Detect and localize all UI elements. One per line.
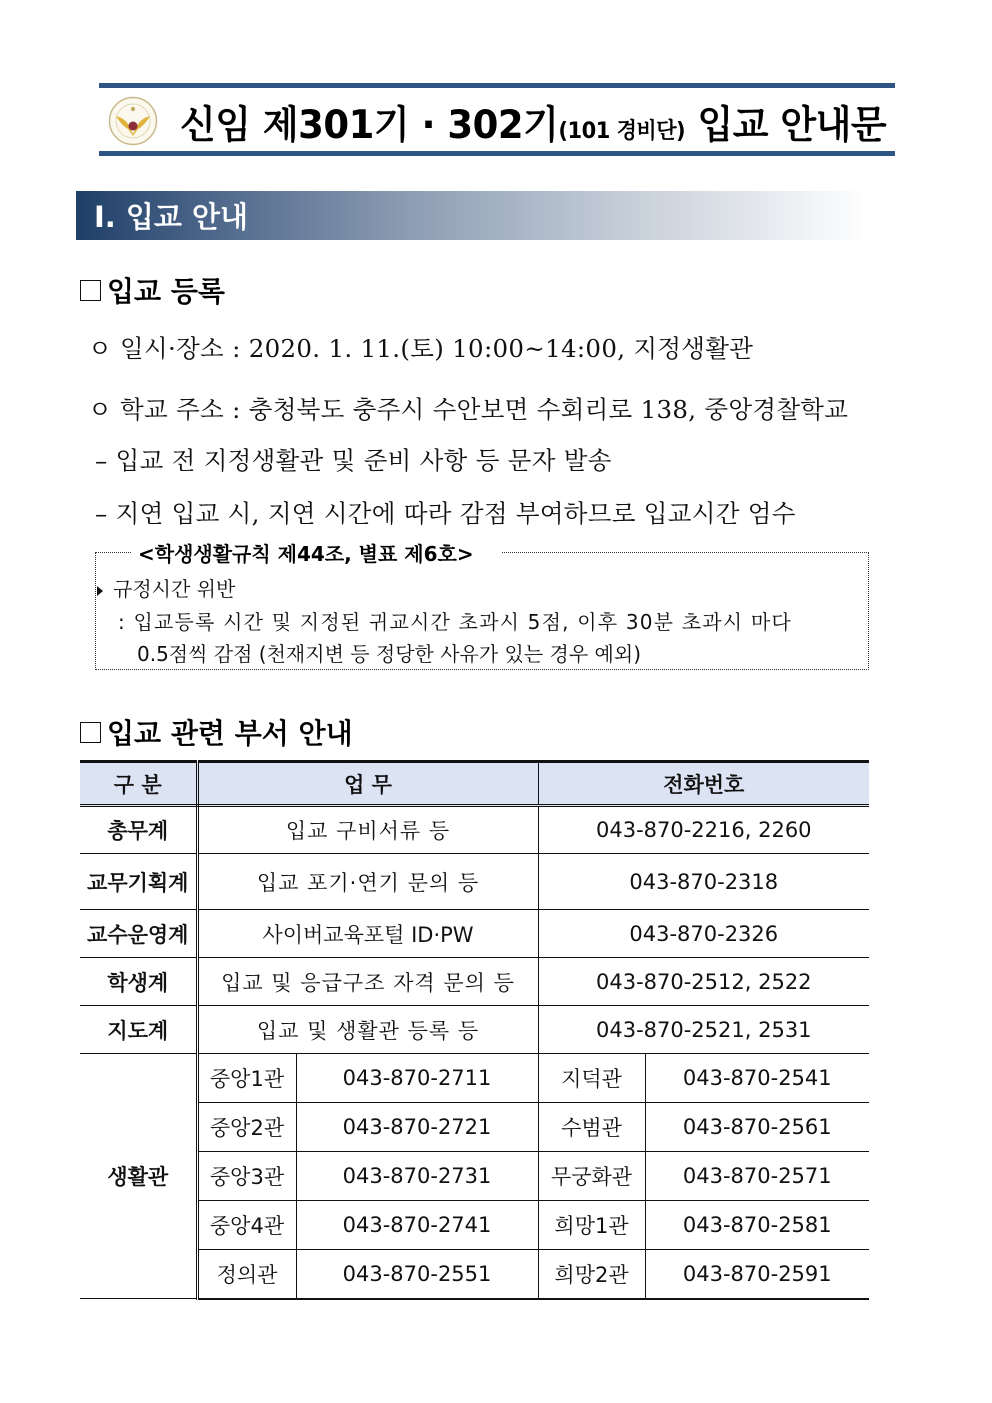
dorm-row — [80, 1250, 869, 1299]
triangle-bullet-icon — [97, 586, 103, 596]
dorm-name: 수범관 — [538, 1103, 645, 1152]
section-title: Ⅰ. 입교 안내 — [94, 200, 249, 234]
table-row — [80, 958, 869, 1006]
title-main-part1: 신임 제301기 · 302기 — [180, 102, 559, 148]
rule-desc-1: : 입교등록 시간 및 지정된 귀교시간 초과시 5점, 이후 30분 초과시 마다 — [118, 610, 792, 634]
dorm-row — [80, 1054, 869, 1103]
notice-late-line: – 지연 입교 시, 지연 시간에 따라 감점 부여하므로 입교시간 엄수 — [95, 499, 796, 528]
dorm-phone: 043-870-2591 — [645, 1250, 869, 1299]
dept-task: 입교 구비서류 등 — [197, 806, 538, 854]
checkbox-square-icon — [80, 722, 101, 743]
dorm-phone: 043-870-2731 — [296, 1152, 538, 1201]
title-main-part2: 입교 안내문 — [685, 102, 887, 148]
table-row — [80, 910, 869, 958]
table-row — [80, 806, 869, 854]
dorm-row — [80, 1103, 869, 1152]
dept-name: 교수운영계 — [80, 910, 197, 958]
col-header-task: 업 무 — [197, 762, 538, 806]
dept-name: 학생계 — [80, 958, 197, 1006]
dept-task: 입교 및 응급구조 자격 문의 등 — [197, 958, 538, 1006]
rule-item-text: 규정시간 위반 — [113, 577, 236, 601]
table-header-row — [80, 762, 869, 806]
title-rule-top — [99, 83, 895, 88]
dorm-phone: 043-870-2541 — [645, 1054, 869, 1103]
dept-name: 교무기획계 — [80, 854, 197, 910]
departments-heading — [80, 712, 353, 752]
dorm-name: 무궁화관 — [538, 1152, 645, 1201]
notice-sms-line: – 입교 전 지정생활관 및 준비 사항 등 문자 발송 — [95, 446, 612, 475]
registration-heading — [80, 270, 225, 310]
dorm-name: 희망1관 — [538, 1201, 645, 1250]
dorm-name: 중앙1관 — [197, 1054, 296, 1103]
dept-name: 총무계 — [80, 806, 197, 854]
rule-box-title: <학생생활규칙 제44조, 별표 제6호> — [132, 538, 502, 567]
table-row — [80, 854, 869, 910]
col-header-category: 구 분 — [80, 762, 197, 806]
dorm-phone: 043-870-2581 — [645, 1201, 869, 1250]
section-header-bar — [76, 191, 871, 240]
dorm-phone: 043-870-2711 — [296, 1054, 538, 1103]
dorm-row — [80, 1201, 869, 1250]
dorm-phone: 043-870-2721 — [296, 1103, 538, 1152]
rule-desc-2: 0.5점씩 감점 (천재지변 등 정당한 사유가 있는 경우 예외) — [137, 642, 641, 666]
dorm-phone: 043-870-2551 — [296, 1250, 538, 1299]
dept-task: 입교 포기·연기 문의 등 — [197, 854, 538, 910]
dorm-row — [80, 1152, 869, 1201]
dorm-phone: 043-870-2561 — [645, 1103, 869, 1152]
dorm-phone: 043-870-2571 — [645, 1152, 869, 1201]
title-rule-bottom — [99, 151, 895, 156]
dorm-name: 지덕관 — [538, 1054, 645, 1103]
dorm-name: 중앙2관 — [197, 1103, 296, 1152]
rule-item — [97, 573, 235, 602]
dept-name: 지도계 — [80, 1006, 197, 1054]
dorm-name: 중앙4관 — [197, 1201, 296, 1250]
dept-phone: 043-870-2216, 2260 — [538, 806, 869, 854]
dept-phone: 043-870-2521, 2531 — [538, 1006, 869, 1054]
dept-task: 사이버교육포털 ID·PW — [197, 910, 538, 958]
police-emblem-icon — [108, 96, 158, 146]
schedule-line: ㅇ 일시·장소 : 2020. 1. 11.(토) 10:00~14:00, 지정생활관 — [88, 334, 754, 363]
col-header-phone: 전화번호 — [538, 762, 869, 806]
dorm-name: 희망2관 — [538, 1250, 645, 1299]
registration-heading-text: 입교 등록 — [107, 275, 225, 308]
dept-phone: 043-870-2326 — [538, 910, 869, 958]
title-unit: (101 경비단) — [558, 117, 686, 144]
dorm-phone: 043-870-2741 — [296, 1201, 538, 1250]
dorm-name: 중앙3관 — [197, 1152, 296, 1201]
dorm-category: 생활관 — [80, 1054, 197, 1299]
dorm-name: 정의관 — [197, 1250, 296, 1299]
address-line: ㅇ 학교 주소 : 충청북도 충주시 수안보면 수회리로 138, 중앙경찰학교 — [88, 395, 849, 424]
dept-phone: 043-870-2512, 2522 — [538, 958, 869, 1006]
departments-heading-text: 입교 관련 부서 안내 — [107, 717, 353, 750]
document-title — [99, 92, 895, 150]
checkbox-square-icon — [80, 280, 101, 301]
dept-task: 입교 및 생활관 등록 등 — [197, 1006, 538, 1054]
department-table — [80, 760, 869, 1300]
table-row — [80, 1006, 869, 1054]
dept-phone: 043-870-2318 — [538, 854, 869, 910]
